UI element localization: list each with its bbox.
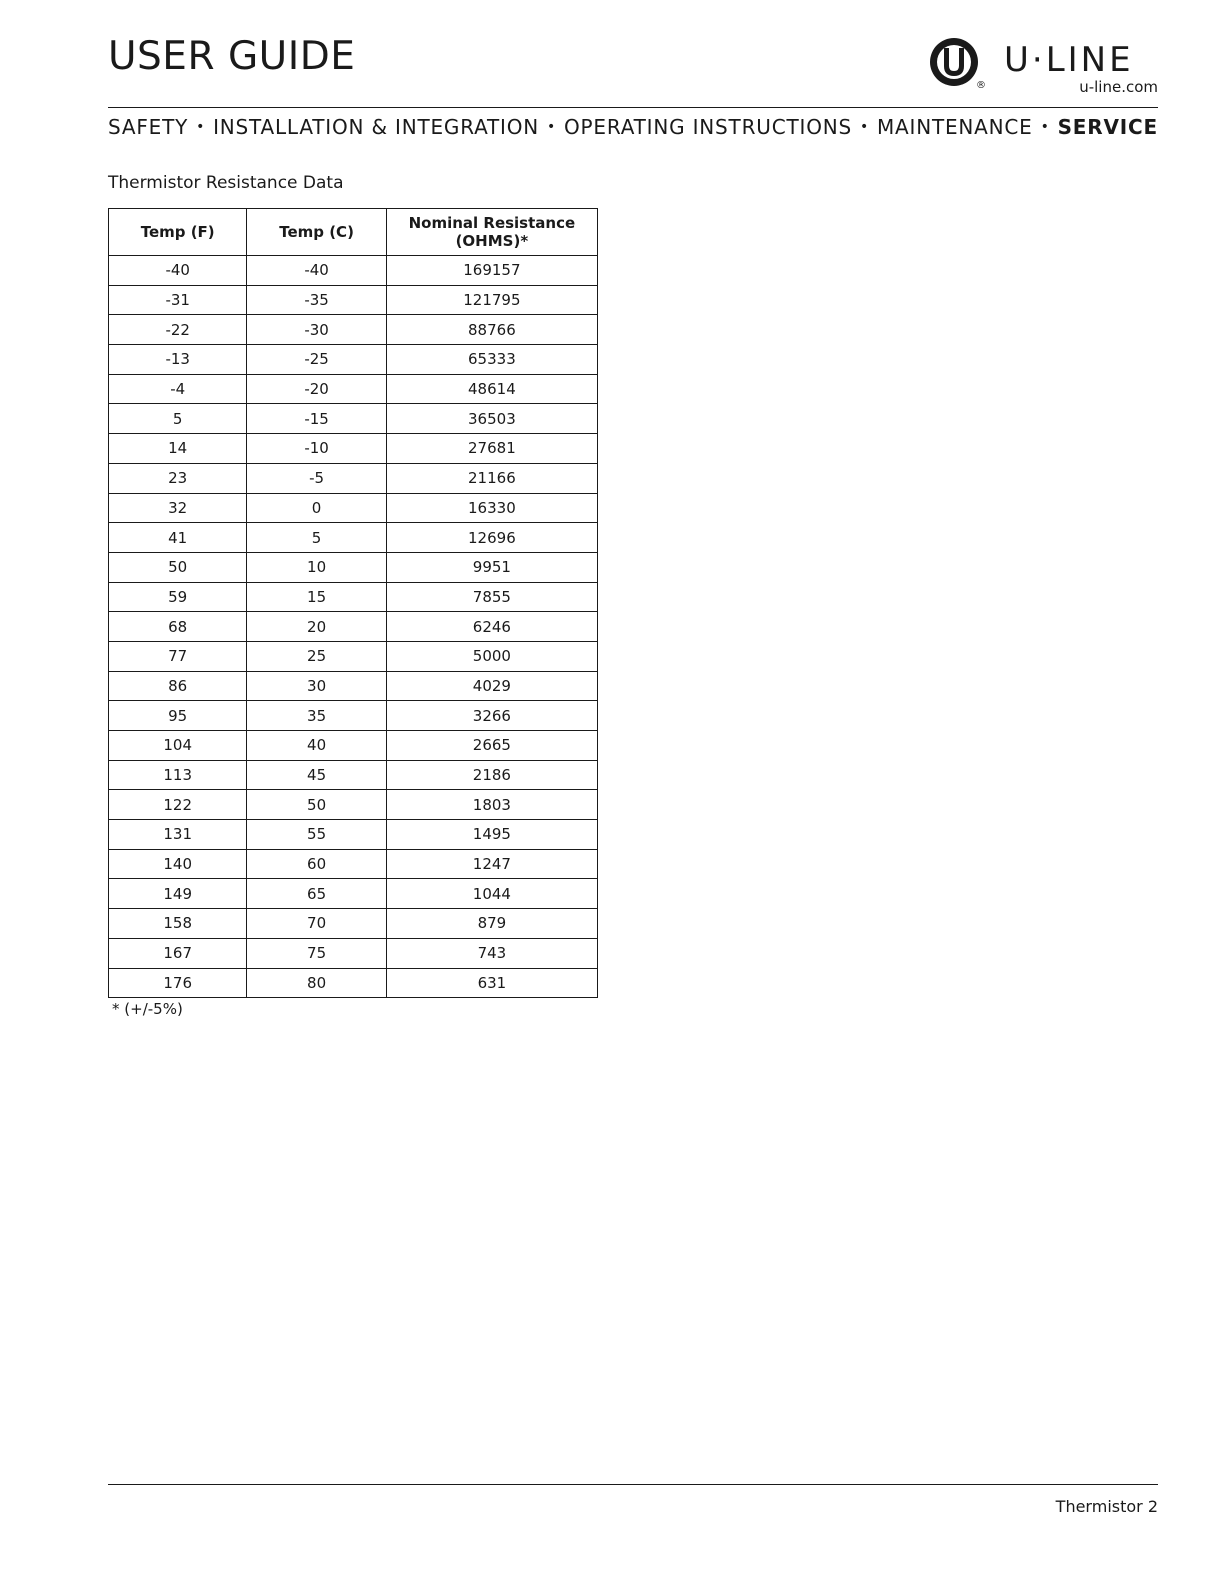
cell-resistance: 121795 [386, 285, 597, 315]
cell-resistance: 2186 [386, 760, 597, 790]
cell-temp-f: 86 [109, 671, 247, 701]
brand-url[interactable]: u-line.com [1079, 78, 1158, 96]
cell-resistance: 169157 [386, 256, 597, 286]
cell-temp-c: -5 [247, 463, 386, 493]
cell-resistance: 48614 [386, 374, 597, 404]
cell-resistance: 879 [386, 909, 597, 939]
cell-temp-c: 30 [247, 671, 386, 701]
cell-temp-f: 122 [109, 790, 247, 820]
cell-temp-f: -31 [109, 285, 247, 315]
table-footnote: * (+/-5%) [112, 1000, 183, 1018]
cell-temp-c: 70 [247, 909, 386, 939]
cell-temp-c: 60 [247, 849, 386, 879]
cell-temp-c: -15 [247, 404, 386, 434]
cell-resistance: 65333 [386, 345, 597, 375]
cell-temp-c: 65 [247, 879, 386, 909]
table-row [109, 374, 598, 404]
registered-mark: ® [976, 80, 986, 91]
nav-item-operating[interactable]: OPERATING INSTRUCTIONS [564, 115, 852, 139]
table-row [109, 434, 598, 464]
table-row [109, 612, 598, 642]
table-row [109, 849, 598, 879]
cell-temp-f: 50 [109, 552, 247, 582]
cell-temp-c: 10 [247, 552, 386, 582]
cell-resistance: 4029 [386, 671, 597, 701]
cell-temp-c: 50 [247, 790, 386, 820]
footer-divider [108, 1484, 1158, 1485]
table-row [109, 760, 598, 790]
table-body [109, 256, 598, 998]
table-row [109, 315, 598, 345]
table-row [109, 671, 598, 701]
cell-resistance: 16330 [386, 493, 597, 523]
cell-resistance: 6246 [386, 612, 597, 642]
table-row [109, 820, 598, 850]
cell-temp-f: -22 [109, 315, 247, 345]
header-temp-c: Temp (C) [247, 209, 386, 256]
cell-temp-f: 41 [109, 523, 247, 553]
section-nav [108, 114, 1158, 140]
page-label: Thermistor 2 [1055, 1497, 1158, 1516]
brand-name: U·LINE [1004, 40, 1134, 80]
cell-temp-f: 95 [109, 701, 247, 731]
cell-resistance: 2665 [386, 731, 597, 761]
cell-resistance: 88766 [386, 315, 597, 345]
nav-item-safety[interactable]: SAFETY [108, 115, 189, 139]
cell-temp-c: 20 [247, 612, 386, 642]
table-row [109, 404, 598, 434]
cell-resistance: 27681 [386, 434, 597, 464]
cell-temp-f: 131 [109, 820, 247, 850]
table-row [109, 938, 598, 968]
nav-separator: • [547, 119, 557, 135]
cell-temp-f: 14 [109, 434, 247, 464]
cell-temp-f: -4 [109, 374, 247, 404]
cell-temp-c: -40 [247, 256, 386, 286]
document-title: USER GUIDE [108, 34, 356, 79]
header-temp-f: Temp (F) [109, 209, 247, 256]
cell-temp-f: 68 [109, 612, 247, 642]
cell-temp-f: 176 [109, 968, 247, 998]
cell-resistance: 21166 [386, 463, 597, 493]
cell-temp-c: -30 [247, 315, 386, 345]
cell-temp-c: -10 [247, 434, 386, 464]
cell-temp-f: 167 [109, 938, 247, 968]
table-row [109, 552, 598, 582]
cell-temp-f: 5 [109, 404, 247, 434]
cell-resistance: 631 [386, 968, 597, 998]
table-row [109, 701, 598, 731]
nav-item-installation[interactable]: INSTALLATION & INTEGRATION [213, 115, 540, 139]
nav-separator: • [196, 119, 206, 135]
cell-resistance: 1495 [386, 820, 597, 850]
cell-resistance: 9951 [386, 552, 597, 582]
resistance-table [108, 208, 598, 998]
table-row [109, 968, 598, 998]
table-row [109, 879, 598, 909]
table-row [109, 909, 598, 939]
cell-temp-f: 140 [109, 849, 247, 879]
table-row [109, 523, 598, 553]
section-title: Thermistor Resistance Data [108, 173, 344, 193]
cell-temp-c: -35 [247, 285, 386, 315]
cell-temp-f: 77 [109, 641, 247, 671]
cell-resistance: 5000 [386, 641, 597, 671]
nav-item-service[interactable]: SERVICE [1057, 115, 1158, 139]
header-divider [108, 107, 1158, 108]
cell-temp-c: 5 [247, 523, 386, 553]
table-row [109, 641, 598, 671]
cell-temp-f: 23 [109, 463, 247, 493]
cell-temp-f: -13 [109, 345, 247, 375]
cell-temp-c: 55 [247, 820, 386, 850]
cell-temp-c: -25 [247, 345, 386, 375]
cell-temp-c: 45 [247, 760, 386, 790]
cell-temp-f: 158 [109, 909, 247, 939]
cell-temp-c: 75 [247, 938, 386, 968]
cell-temp-c: 80 [247, 968, 386, 998]
cell-temp-c: 15 [247, 582, 386, 612]
cell-temp-c: 35 [247, 701, 386, 731]
cell-temp-c: 25 [247, 641, 386, 671]
cell-temp-f: -40 [109, 256, 247, 286]
cell-temp-f: 59 [109, 582, 247, 612]
cell-resistance: 1803 [386, 790, 597, 820]
cell-resistance: 7855 [386, 582, 597, 612]
cell-resistance: 1247 [386, 849, 597, 879]
cell-temp-f: 104 [109, 731, 247, 761]
header-resistance: Nominal Resistance (OHMS)* [386, 209, 597, 256]
nav-item-maintenance[interactable]: MAINTENANCE [876, 115, 1033, 139]
table-row [109, 731, 598, 761]
cell-resistance: 743 [386, 938, 597, 968]
table-row [109, 285, 598, 315]
cell-resistance: 3266 [386, 701, 597, 731]
table-row [109, 256, 598, 286]
cell-temp-f: 113 [109, 760, 247, 790]
cell-resistance: 1044 [386, 879, 597, 909]
cell-temp-f: 149 [109, 879, 247, 909]
cell-resistance: 36503 [386, 404, 597, 434]
cell-resistance: 12696 [386, 523, 597, 553]
cell-temp-c: -20 [247, 374, 386, 404]
table-row [109, 345, 598, 375]
table-header-row [109, 209, 598, 256]
table-row [109, 582, 598, 612]
nav-separator: • [1040, 119, 1050, 135]
table-row [109, 493, 598, 523]
table-row [109, 463, 598, 493]
cell-temp-f: 32 [109, 493, 247, 523]
cell-temp-c: 0 [247, 493, 386, 523]
nav-separator: • [859, 119, 870, 135]
table-row [109, 790, 598, 820]
cell-temp-c: 40 [247, 731, 386, 761]
